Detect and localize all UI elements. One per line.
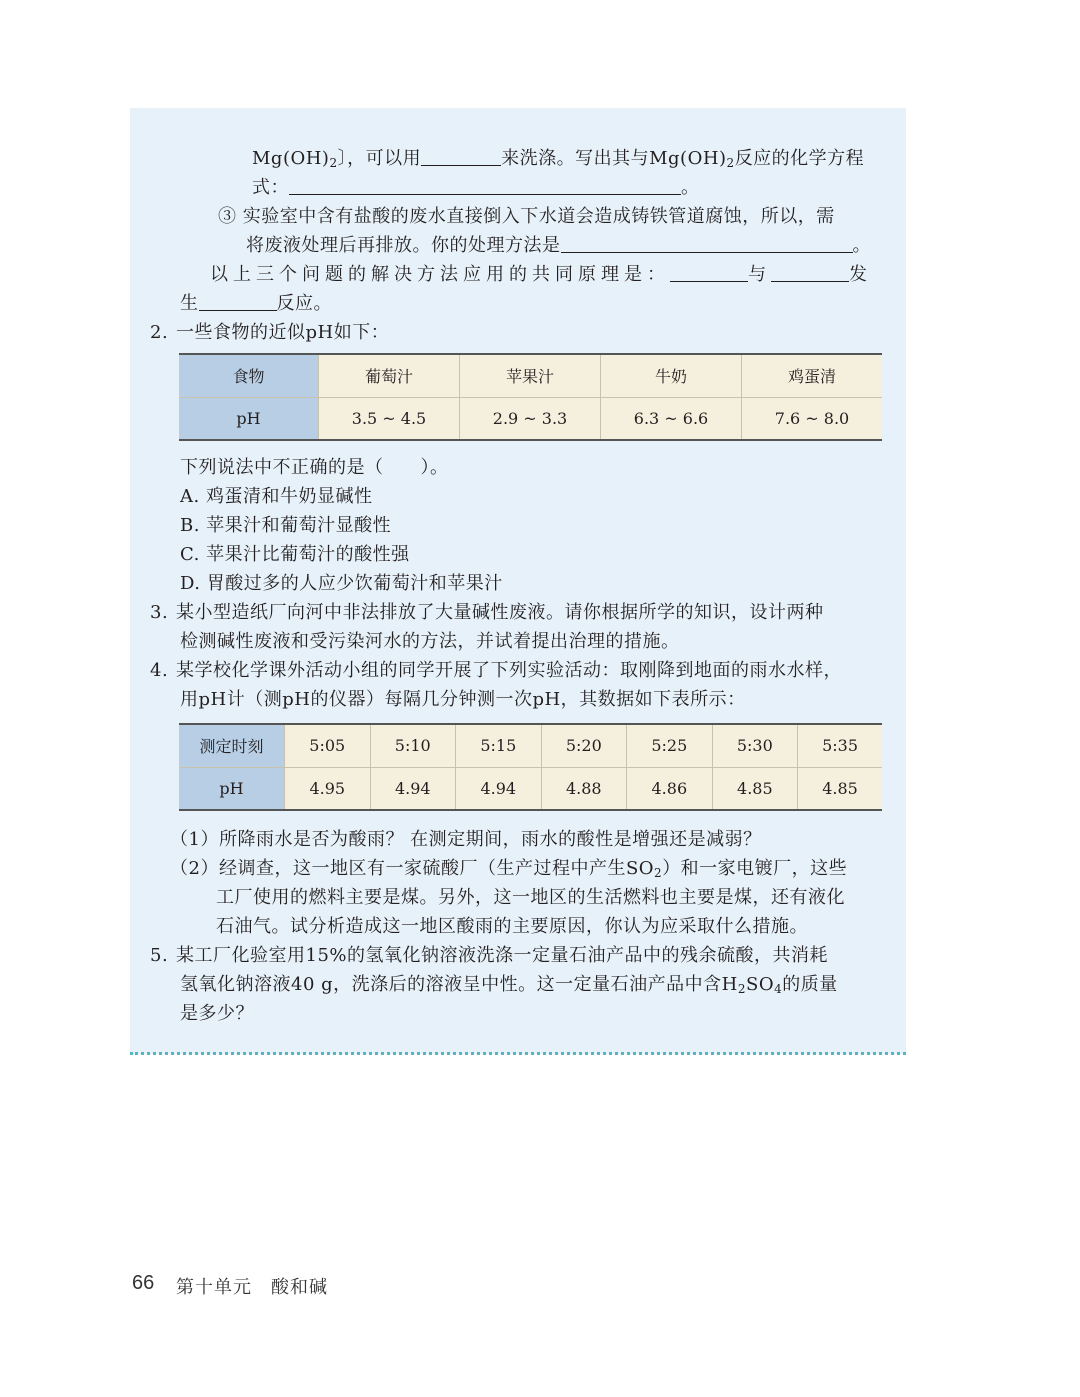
q5-line3: 是多少？ xyxy=(180,1003,254,1024)
q2-option-c: C. 苹果汁比葡萄汁的酸性强 xyxy=(180,544,410,565)
table-header-cell: 5:10 xyxy=(370,724,456,767)
q1-line2: 式： 。 xyxy=(252,177,700,198)
table-cell: 4.85 xyxy=(712,767,798,810)
rain-ph-table xyxy=(179,723,882,811)
q5-line2: 氢氧化钠溶液40 g，洗涤后的溶液呈中性。这一定量石油产品中含$H_2SO_4$的质量 xyxy=(180,974,838,996)
table-cell: pH xyxy=(179,397,319,440)
table-cell: pH xyxy=(179,767,285,810)
fill-blank[interactable] xyxy=(561,234,853,253)
q4-sub2-line1: （2）经调查，这一地区有一家硫酸厂（生产过程中产生$SO_2$）和一家电镀厂，这些 xyxy=(170,858,848,880)
table-cell: 4.86 xyxy=(627,767,713,810)
table-header-cell: 葡萄汁 xyxy=(319,354,460,397)
table-header-cell: 5:35 xyxy=(798,724,882,767)
fill-blank[interactable] xyxy=(289,176,681,195)
table-header-cell: 牛奶 xyxy=(601,354,742,397)
table-cell: 4.94 xyxy=(456,767,542,810)
table-header-cell: 5:05 xyxy=(285,724,371,767)
table-cell: 2.9 ~ 3.3 xyxy=(460,397,601,440)
q2-question: 下列说法中不正确的是（ ）。 xyxy=(180,457,449,478)
q3-line2: 检测碱性废液和受污染河水的方法，并试着提出治理的措施。 xyxy=(180,631,680,652)
table-header-cell: 5:20 xyxy=(541,724,627,767)
food-ph-table xyxy=(179,353,882,441)
table-cell: 4.88 xyxy=(541,767,627,810)
table-cell: 7.6 ~ 8.0 xyxy=(742,397,883,440)
q1-principle-line2: 生 反应。 xyxy=(180,293,332,314)
q4-sub2-line3: 石油气。试分析造成这一地区酸雨的主要原因，你认为应采取什么措施。 xyxy=(216,916,808,937)
table-header-cell: 5:15 xyxy=(456,724,542,767)
q3-line1: 3. 某小型造纸厂向河中非法排放了大量碱性废液。请你根据所学的知识，设计两种 xyxy=(150,602,824,623)
q5-line1: 5. 某工厂化验室用15%的氢氧化钠溶液洗涤一定量石油产品中的残余硫酸，共消耗 xyxy=(150,945,829,966)
chapter-title: 第十单元 酸和碱 xyxy=(176,1277,328,1298)
q4-line2: 用pH计（测pH的仪器）每隔几分钟测一次pH，其数据如下表所示： xyxy=(180,689,746,710)
q1-item3-line1: ③ 实验室中含有盐酸的废水直接倒入下水道会造成铸铁管道腐蚀，所以，需 xyxy=(218,206,835,227)
fill-blank[interactable] xyxy=(670,263,748,282)
fill-blank[interactable] xyxy=(421,147,501,166)
q2-option-b: B. 苹果汁和葡萄汁显酸性 xyxy=(180,515,392,536)
q1-principle-line1: 以上三个问题的解决方法应用的共同原理是： 与 发 xyxy=(210,264,872,285)
table-header-cell: 5:30 xyxy=(712,724,798,767)
table-cell: 3.5 ~ 4.5 xyxy=(319,397,460,440)
table-header-cell: 鸡蛋清 xyxy=(742,354,883,397)
q2-option-a: A. 鸡蛋清和牛奶显碱性 xyxy=(180,486,373,507)
table-cell: 6.3 ~ 6.6 xyxy=(601,397,742,440)
fill-blank[interactable] xyxy=(771,263,849,282)
fill-blank[interactable] xyxy=(199,292,277,311)
q2-option-d: D. 胃酸过多的人应少饮葡萄汁和苹果汁 xyxy=(180,573,503,594)
table-cell: 4.95 xyxy=(285,767,371,810)
q4-sub1: （1）所降雨水是否为酸雨？ 在测定期间，雨水的酸性是增强还是减弱？ xyxy=(170,829,762,850)
q2-stem: 2. 一些食物的近似pH如下： xyxy=(150,322,390,343)
table-cell: 4.85 xyxy=(798,767,882,810)
table-cell: 4.94 xyxy=(370,767,456,810)
q1-line1: $Mg(OH)_2$〕，可以用 来洗涤。写出其与$Mg(OH)_2$反应的化学方程 xyxy=(252,148,865,170)
table-header-cell: 5:25 xyxy=(627,724,713,767)
page-number: 66 xyxy=(132,1272,155,1294)
q1-item3-line2: 将废液处理后再排放。你的处理方法是 。 xyxy=(246,235,871,256)
table-header-cell: 苹果汁 xyxy=(460,354,601,397)
q4-sub2-line2: 工厂使用的燃料主要是煤。另外，这一地区的生活燃料也主要是煤，还有液化 xyxy=(216,887,845,908)
table-header-cell: 测定时刻 xyxy=(179,724,285,767)
table-header-cell: 食物 xyxy=(179,354,319,397)
q4-line1: 4. 某学校化学课外活动小组的同学开展了下列实验活动：取刚降到地面的雨水水样， xyxy=(150,660,842,681)
dotted-divider xyxy=(130,1052,906,1055)
